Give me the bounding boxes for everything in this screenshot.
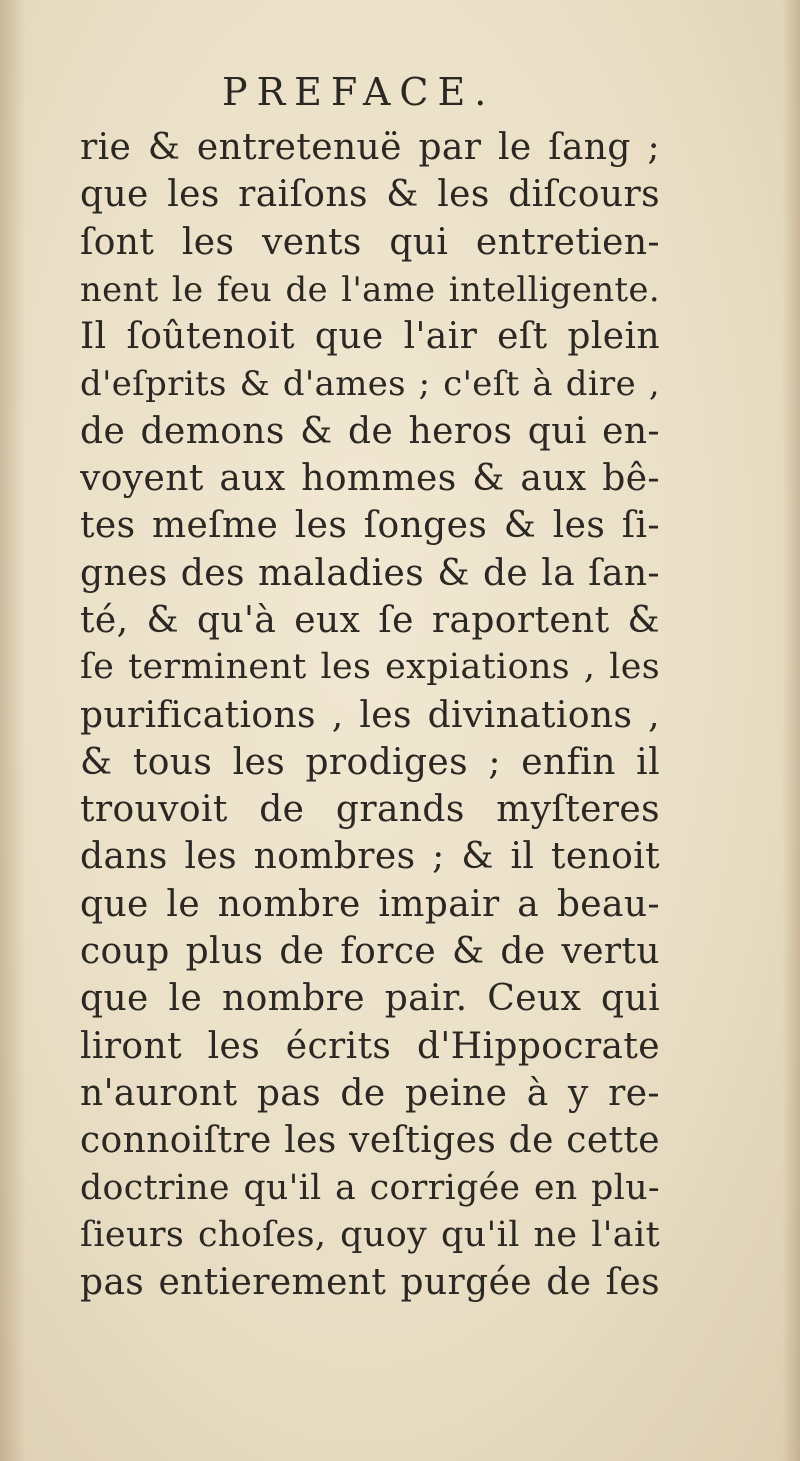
text-line: ſe terminent les expiations , les: [80, 647, 660, 688]
text-line: que les raiſons & les diſcours: [80, 174, 660, 216]
text-line: trouvoit de grands myſteres: [80, 789, 660, 831]
text-line: n'auront pas de peine à y re-: [80, 1072, 660, 1114]
text-line: gnes des maladies & de la ſan-: [80, 552, 660, 594]
text-line: ſieurs choſes, quoy qu'il ne l'ait: [80, 1214, 660, 1255]
running-head: PREFACE.: [222, 70, 496, 114]
text-line: d'eſprits & d'ames ; c'eſt à dire ,: [80, 364, 660, 404]
text-line: purifications , les divinations ,: [80, 694, 660, 736]
text-line: connoiſtre les veſtiges de cette: [80, 1120, 660, 1162]
text-line: tes meſme les ſonges & les ſi-: [80, 505, 660, 547]
text-line: liront les écrits d'Hippocrate: [80, 1025, 660, 1067]
text-line: té, & qu'à eux ſe raportent &: [80, 599, 660, 641]
text-line: doctrine qu'il a corrigée en plu-: [80, 1167, 660, 1208]
text-line: & tous les prodiges ; enfin il: [80, 741, 660, 783]
text-line: coup plus de force & de vertu: [80, 931, 660, 973]
text-line: voyent aux hommes & aux bê-: [80, 458, 660, 500]
text-line: dans les nombres ; & il tenoit: [80, 836, 660, 878]
text-line: Il ſoûtenoit que l'air eſt plein: [80, 316, 660, 358]
body-text: [80, 124, 660, 1306]
text-line: nent le feu de l'ame intelligente.: [80, 269, 660, 309]
text-line: que le nombre impair a beau-: [80, 883, 660, 925]
text-line: ſont les vents qui entretien-: [80, 221, 660, 263]
text-line: de demons & de heros qui en-: [80, 410, 660, 452]
text-line: rie & entretenuë par le ſang ;: [80, 127, 660, 168]
text-line: que le nombre pair. Ceux qui: [80, 978, 660, 1020]
text-line: pas entierement purgée de ſes: [80, 1262, 660, 1304]
